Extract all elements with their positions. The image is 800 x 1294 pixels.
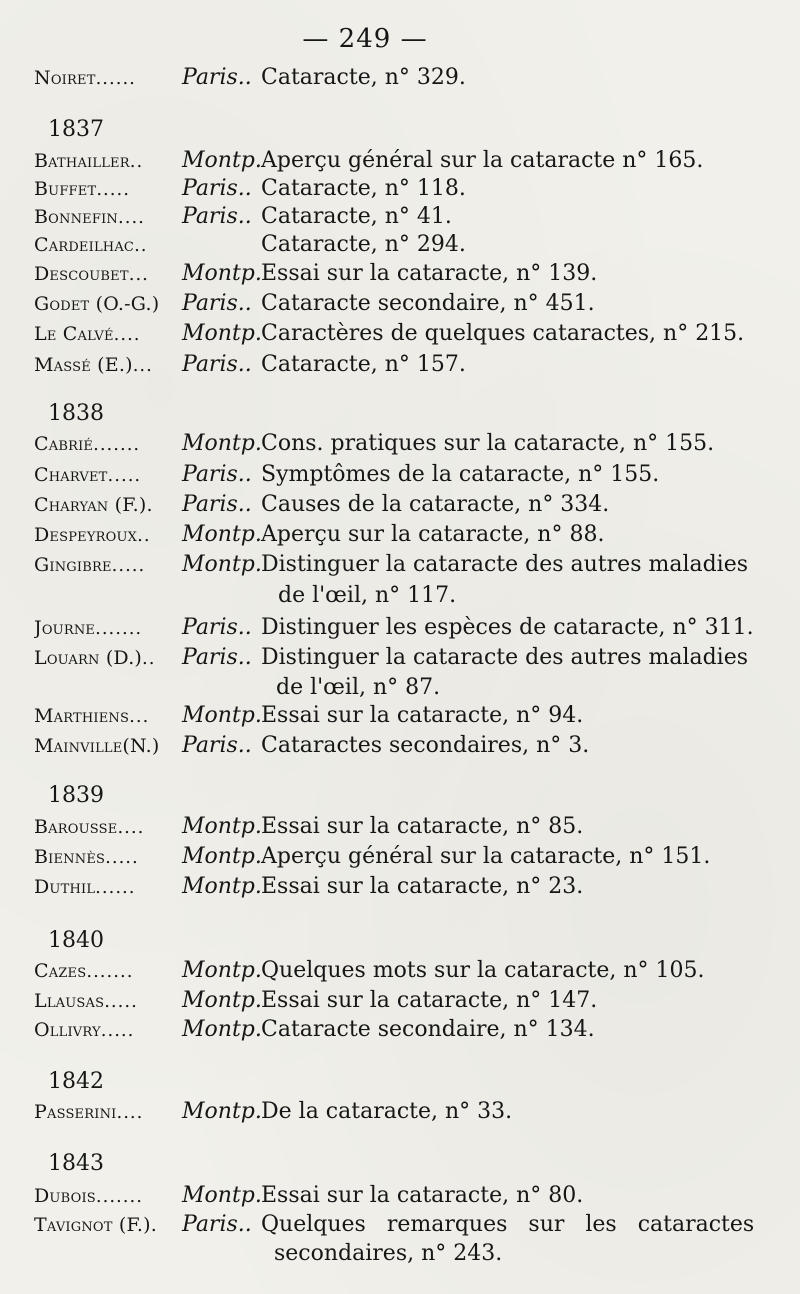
entry-place: Montp. bbox=[182, 814, 262, 839]
entry-author: Noiret...... bbox=[34, 67, 136, 89]
entry-title: Aperçu sur la cataracte, n° 88. bbox=[261, 522, 605, 547]
entry-place: Montp. bbox=[182, 1183, 262, 1208]
entry-author: Massé (E.)... bbox=[34, 354, 153, 376]
entry-author: Godet (O.-G.) bbox=[34, 293, 160, 315]
entry-place: Paris.. bbox=[182, 462, 252, 487]
entry-author: Bonnefin.... bbox=[34, 206, 145, 228]
entry-title: Cataractes secondaires, n° 3. bbox=[261, 733, 590, 758]
entry-title-continuation: secondaires, n° 243. bbox=[274, 1241, 503, 1266]
entry-author: Bathailler.. bbox=[34, 150, 144, 172]
entry-place: Paris.. bbox=[182, 645, 252, 670]
entry-author: Passerini.... bbox=[34, 1101, 144, 1123]
year-heading: 1842 bbox=[48, 1069, 104, 1094]
entry-author: Louarn (D.).. bbox=[34, 647, 156, 669]
entry-place: Paris.. bbox=[182, 204, 252, 229]
entry-author: Charvet..... bbox=[34, 464, 142, 486]
entry-author: Tavignot (F.). bbox=[34, 1214, 157, 1236]
entry-title: Quelques mots sur la cataracte, n° 105. bbox=[261, 958, 705, 983]
entry-title: Quelques remarques sur les cataractes bbox=[261, 1212, 755, 1237]
entry-author: Charyan (F.). bbox=[34, 494, 153, 516]
entry-title: Aperçu général sur la cataracte, n° 151. bbox=[261, 844, 711, 869]
entry-title-continuation: de l'œil, n° 117. bbox=[278, 583, 457, 608]
year-heading: 1838 bbox=[48, 401, 104, 426]
entry-author: Dubois....... bbox=[34, 1185, 143, 1207]
year-heading: 1840 bbox=[48, 928, 104, 953]
entry-place: Montp. bbox=[182, 988, 262, 1013]
entry-title: De la cataracte, n° 33. bbox=[261, 1099, 513, 1124]
entry-place: Montp. bbox=[182, 874, 262, 899]
entry-author: Ollivry..... bbox=[34, 1019, 135, 1041]
entry-author: Journe....... bbox=[34, 617, 143, 639]
entry-author: Cardeilhac.. bbox=[34, 234, 148, 256]
entry-place: Paris.. bbox=[182, 176, 252, 201]
entry-title: Essai sur la cataracte, n° 23. bbox=[261, 874, 584, 899]
entry-place: Montp. bbox=[182, 148, 262, 173]
year-heading: 1839 bbox=[48, 783, 104, 808]
entry-place: Paris.. bbox=[182, 1212, 252, 1237]
entry-title: Distinguer les espèces de cataracte, n° 311. bbox=[261, 615, 754, 640]
entry-title: Caractères de quelques cataractes, n° 215. bbox=[261, 321, 745, 346]
entry-title: Cataracte, n° 157. bbox=[261, 352, 466, 377]
entry-author: Biennès..... bbox=[34, 846, 139, 868]
entry-author: Mainville(N.) bbox=[34, 735, 160, 757]
entry-title: Distinguer la cataracte des autres maladies bbox=[261, 552, 749, 577]
entry-author: Marthiens... bbox=[34, 705, 150, 727]
entry-place: Paris.. bbox=[182, 492, 252, 517]
entry-title-continuation: de l'œil, n° 87. bbox=[276, 675, 441, 700]
entry-title: Cataracte secondaire, n° 134. bbox=[261, 1017, 595, 1042]
page-number: — 249 — bbox=[302, 24, 428, 54]
entry-place: Paris.. bbox=[182, 65, 252, 90]
entry-author: Gingibre..... bbox=[34, 554, 146, 576]
entry-title: Cons. pratiques sur la cataracte, n° 155. bbox=[261, 431, 715, 456]
entry-title: Cataracte, n° 294. bbox=[261, 232, 466, 257]
entry-place: Montp. bbox=[182, 431, 262, 456]
entry-place: Montp. bbox=[182, 703, 262, 728]
entry-title: Cataracte, n° 41. bbox=[261, 204, 452, 229]
entry-place: Montp. bbox=[182, 1017, 262, 1042]
entry-author: Cazes....... bbox=[34, 960, 134, 982]
entry-place: Montp. bbox=[182, 844, 262, 869]
entry-title: Aperçu général sur la cataracte n° 165. bbox=[261, 148, 704, 173]
entry-title: Cataracte, n° 118. bbox=[261, 176, 466, 201]
entry-author: Despeyroux.. bbox=[34, 524, 151, 546]
entry-author: Le Calvé.... bbox=[34, 323, 141, 345]
year-heading: 1837 bbox=[48, 117, 104, 142]
entry-place: Montp. bbox=[182, 552, 262, 577]
entry-title: Essai sur la cataracte, n° 147. bbox=[261, 988, 598, 1013]
entry-place: Montp. bbox=[182, 261, 262, 286]
entry-place: Paris.. bbox=[182, 733, 252, 758]
entry-place: Montp. bbox=[182, 1099, 262, 1124]
entry-place: Montp. bbox=[182, 522, 262, 547]
entry-place: Paris.. bbox=[182, 291, 252, 316]
entry-author: Llausas..... bbox=[34, 990, 138, 1012]
entry-title: Essai sur la cataracte, n° 80. bbox=[261, 1183, 584, 1208]
entry-title: Essai sur la cataracte, n° 85. bbox=[261, 814, 584, 839]
entry-title: Distinguer la cataracte des autres maladies bbox=[261, 645, 749, 670]
entry-title: Essai sur la cataracte, n° 94. bbox=[261, 703, 584, 728]
entry-author: Duthil...... bbox=[34, 876, 136, 898]
entry-place: Montp. bbox=[182, 321, 262, 346]
entry-place: Montp. bbox=[182, 958, 262, 983]
entry-author: Cabrié....... bbox=[34, 433, 141, 455]
entry-title: Cataracte, n° 329. bbox=[261, 65, 466, 90]
entry-author: Descoubet... bbox=[34, 263, 149, 285]
entry-title: Causes de la cataracte, n° 334. bbox=[261, 492, 610, 517]
entry-title: Symptômes de la cataracte, n° 155. bbox=[261, 462, 660, 487]
entry-place: Paris.. bbox=[182, 615, 252, 640]
entry-title: Essai sur la cataracte, n° 139. bbox=[261, 261, 598, 286]
year-heading: 1843 bbox=[48, 1151, 104, 1176]
entry-place: Paris.. bbox=[182, 352, 252, 377]
entry-title: Cataracte secondaire, n° 451. bbox=[261, 291, 595, 316]
entry-author: Barousse.... bbox=[34, 816, 145, 838]
entry-author: Buffet..... bbox=[34, 178, 130, 200]
